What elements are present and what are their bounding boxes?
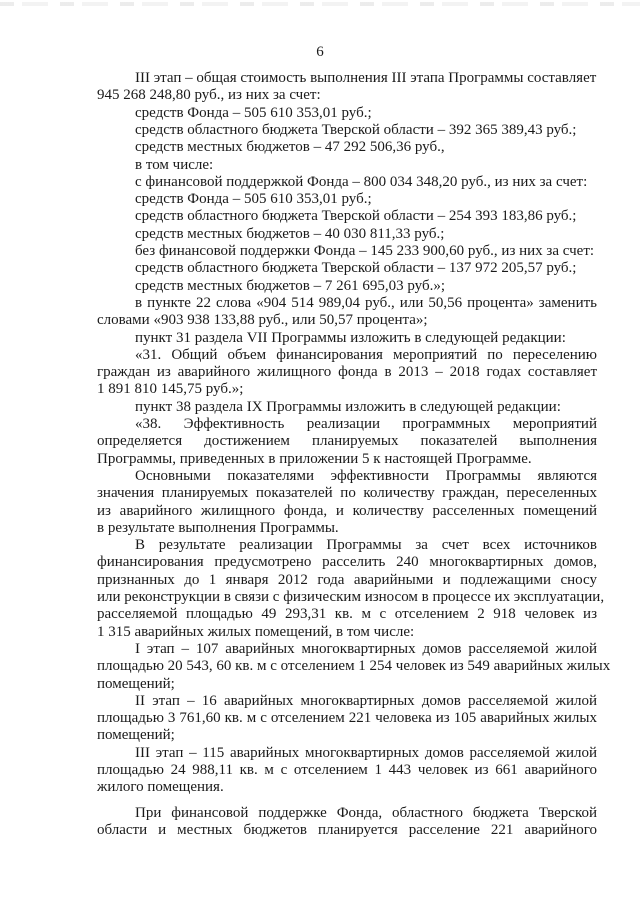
text-line: «38. Эффективность реализации программных мероприятий [135, 416, 597, 432]
text-line: из аварийного жилищного фонда, и количеству расселенных помещений [97, 502, 597, 519]
text-line: области и местных бюджетов планируется расселение 221 аварийного [97, 821, 597, 838]
text-line: площадью 3 761,60 кв. м с отселением 221 человека из 105 аварийных жилых [97, 710, 597, 727]
text-line: III этап – 115 аварийных многоквартирных домов расселяемой жилой [135, 744, 597, 761]
text-line: средств местных бюджетов – 40 030 811,33 руб.; [135, 225, 445, 242]
text-line: определяется достижением планируемых показателей выполнения [97, 433, 597, 450]
text-line: Основными показателями эффективности Программы являются [135, 467, 597, 484]
text-line: средств местных бюджетов – 47 292 506,36 руб., [135, 139, 445, 156]
text-line: III этап – общая стоимость выполнения III этапа Программы составляет [135, 70, 597, 86]
text-line: признанных до 1 января 2012 года аварийными и подлежащими сносу [97, 571, 597, 588]
text-line: 945 268 248,80 руб., из них за счет: [97, 87, 321, 104]
text-line: I этап – 107 аварийных многоквартирных домов расселяемой жилой [135, 640, 597, 657]
text-line: помещений; [97, 675, 175, 692]
text-line: 1 315 аварийных жилых помещений, в том числе: [97, 623, 415, 640]
text-line: с финансовой поддержкой Фонда – 800 034 348,20 руб., из них за счет: [135, 173, 588, 190]
text-line: словами «903 938 133,88 руб., или 50,57 процента»; [97, 312, 428, 329]
text-line: При финансовой поддержке Фонда, областного бюджета Тверской [135, 804, 597, 821]
text-line: Программы, приведенных в приложении 5 к настоящей Программе. [97, 450, 532, 467]
text-line: площадью 20 543, 60 кв. м с отселением 1 254 человек из 549 аварийных жилых [97, 658, 611, 675]
text-line: средств областного бюджета Тверской области – 137 972 205,57 руб.; [135, 260, 577, 277]
text-line: значения планируемых показателей по количеству граждан, переселенных [97, 485, 597, 502]
text-line: В результате реализации Программы за счет всех источников [135, 537, 597, 554]
text-line: финансирования предусмотрено расселить 240 многоквартирных домов, [97, 554, 597, 571]
page-number: 6 [316, 44, 324, 60]
text-line: пункт 38 раздела IX Программы изложить в следующей редакции: [135, 398, 561, 415]
text-line: жилого помещения. [97, 779, 224, 796]
text-line: расселяемой площадью 49 293,31 кв. м с отселением 2 918 человек из [97, 606, 597, 623]
text-line: помещений; [97, 727, 175, 744]
text-line: «31. Общий объем финансирования мероприятий по переселению [135, 346, 597, 363]
scan-artifact [0, 2, 640, 6]
text-line: в пункте 22 слова «904 514 989,04 руб., или 50,56 процента» заменить [135, 294, 597, 311]
text-line: средств местных бюджетов – 7 261 695,03 руб.»; [135, 277, 446, 294]
text-line: средств Фонда – 505 610 353,01 руб.; [135, 191, 372, 208]
text-line: пункт 31 раздела VII Программы изложить в следующей редакции: [135, 329, 566, 346]
text-line: средств областного бюджета Тверской области – 254 393 183,86 руб.; [135, 208, 577, 225]
text-line: средств областного бюджета Тверской области – 392 365 389,43 руб.; [135, 121, 577, 138]
text-line: граждан из аварийного жилищного фонда в 2013 – 2018 годах составляет [97, 364, 597, 381]
text-line: площадью 24 988,11 кв. м с отселением 1 443 человек из 661 аварийного [97, 762, 597, 778]
text-line: 1 891 810 145,75 руб.»; [97, 381, 244, 398]
text-line: без финансовой поддержки Фонда – 145 233 900,60 руб., из них за счет: [135, 243, 595, 259]
text-line: в том числе: [135, 156, 214, 173]
text-line: средств Фонда – 505 610 353,01 руб.; [135, 104, 372, 121]
text-line: или реконструкции в связи с физическим износом в процессе их эксплуатации, [97, 589, 605, 605]
text-line: II этап – 16 аварийных многоквартирных домов расселяемой жилой [135, 692, 597, 709]
text-line: в результате выполнения Программы. [97, 519, 339, 536]
